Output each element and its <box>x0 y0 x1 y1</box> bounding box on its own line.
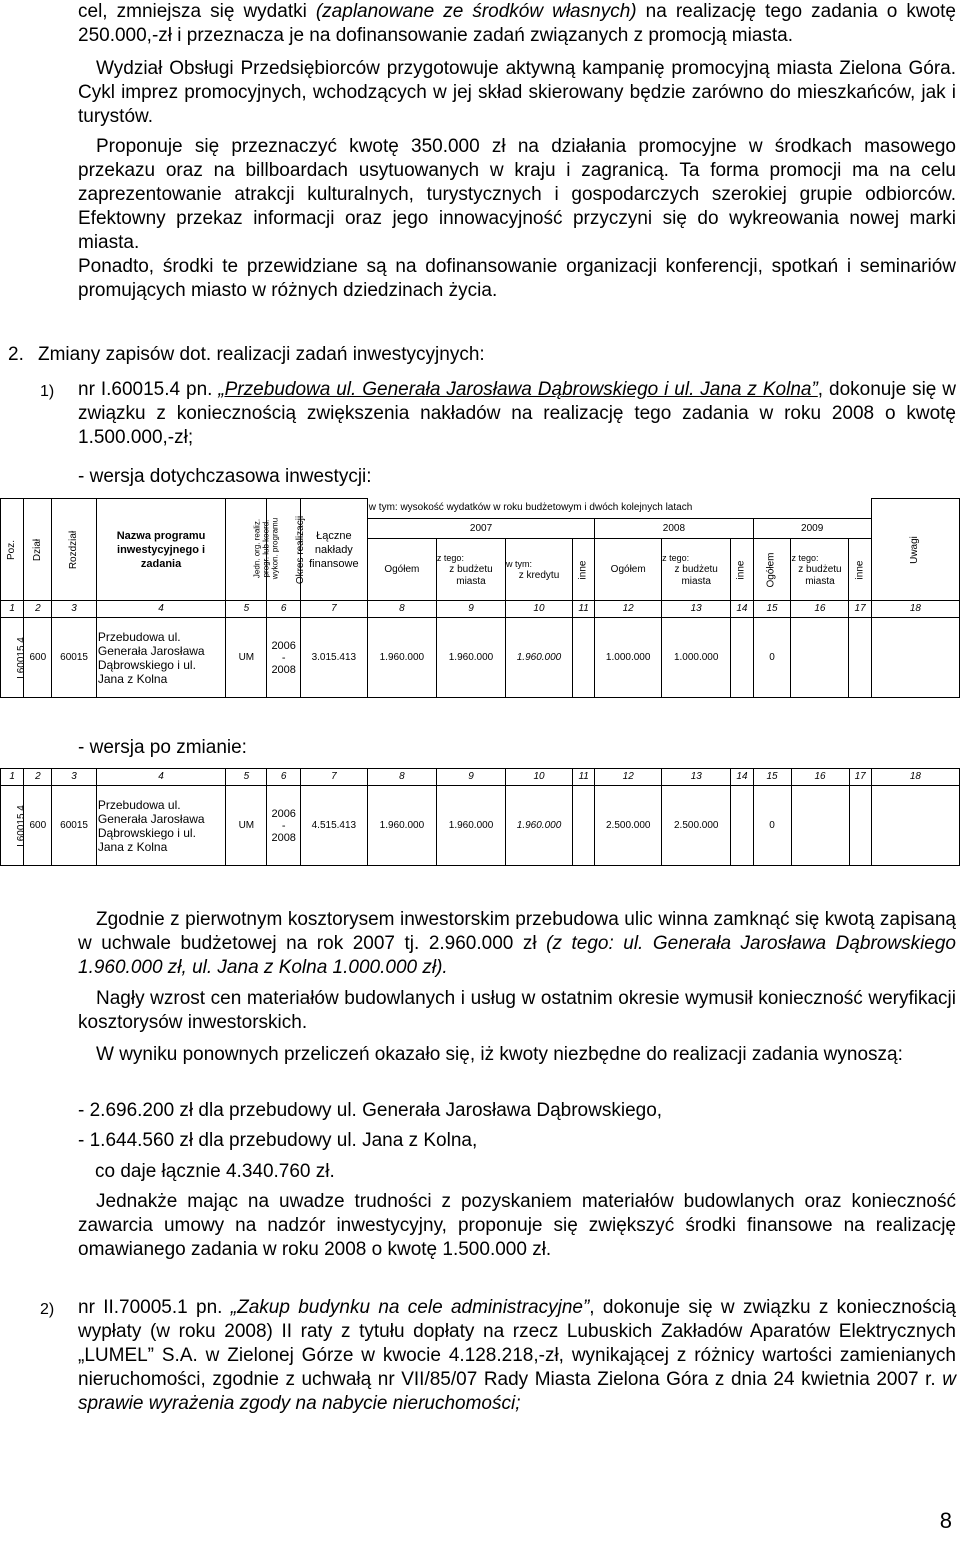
header-inne-2009: inne <box>849 539 871 601</box>
header-inne-2007: inne <box>572 539 594 601</box>
cell-uwagi <box>871 786 959 866</box>
table-row <box>1 618 960 698</box>
col-num: 4 <box>96 601 225 618</box>
section-number: 2. <box>8 344 24 365</box>
header-w-tym: w tym: wysokość wydatków w roku budżetowym i dwóch kolejnych latach <box>367 499 871 519</box>
cell-ogolem-2009: 0 <box>753 618 791 698</box>
cell-ogolem-2007: 1.960.000 <box>367 786 436 866</box>
cell-nazwa: Przebudowa ul. Generała Jarosława Dąbrowskiego i ul. Jana z Kolna <box>96 786 225 866</box>
item-number-1: 1) <box>40 383 55 400</box>
header-budzet-2008: z tego: z budżetu miasta <box>662 539 731 601</box>
header-rozdzial: Rozdział <box>52 499 97 601</box>
col-num: 16 <box>791 769 849 786</box>
header-okres: Okres realizacji <box>267 499 300 601</box>
col-num: 5 <box>226 769 267 786</box>
column-numbers-row <box>1 769 960 786</box>
investment-table-before <box>0 498 960 698</box>
cell-inne-2007 <box>572 786 594 866</box>
header-ogolem-2008: Ogółem <box>595 539 662 601</box>
cell-budzet-2008: 1.000.000 <box>662 618 731 698</box>
cell-inne-2008 <box>731 618 753 698</box>
cell-ogolem-2009: 0 <box>753 786 791 866</box>
cell-kredyt-2007: 1.960.000 <box>506 618 573 698</box>
col-num: 12 <box>595 601 662 618</box>
col-num: 11 <box>572 601 594 618</box>
header-inne-2008: inne <box>731 539 753 601</box>
cell-budzet-2007: 1.960.000 <box>436 618 505 698</box>
cell-ogolem-2008: 2.500.000 <box>595 786 662 866</box>
cell-poz: I.60015.4 <box>1 786 24 866</box>
header-nazwa: Nazwa programu inwestycyjnego i zadania <box>96 499 225 601</box>
paragraph-increase-proposal: Jednakże mając na uwadze trudności z pozyskaniem materiałów budowlanych oraz konieczność zawarcia umowy na nadzór inwestycyjny, proponuje się zwiększyć środki finansowe na realizację omawianego zadania w roku 2008 o kwotę 1.500.000 zł. <box>78 1191 956 1260</box>
cell-laczne: 3.015.413 <box>300 618 367 698</box>
cell-budzet-2007: 1.960.000 <box>436 786 505 866</box>
header-2007: 2007 <box>367 519 594 539</box>
cell-okres: 2006 - 2008 <box>267 618 300 698</box>
col-num: 17 <box>849 769 871 786</box>
col-num: 3 <box>52 601 97 618</box>
header-jedn: Jedn. org. realiz. progr. lub koord. wykon. programu <box>226 499 267 601</box>
col-num: 15 <box>753 601 791 618</box>
label-after-version: - wersja po zmianie: <box>78 737 247 758</box>
cell-nazwa: Przebudowa ul. Generała Jarosława Dąbrowskiego i ul. Jana z Kolna <box>96 618 225 698</box>
header-row-1 <box>1 499 960 519</box>
col-num: 1 <box>1 601 24 618</box>
cell-inne-2009 <box>849 786 871 866</box>
col-num: 13 <box>662 769 731 786</box>
page-number: 8 <box>939 1508 952 1533</box>
paragraph-original-estimate: Zgodnie z pierwotnym kosztorysem inwestorskim przebudowa ulic winna zamknąć się kwotą zapisaną w uchwale budżetowej na rok 2007 tj. 2.960.000 zł (z tego: ul. Generała Jarosława Dąbrowskiego 1.960.000 zł, ul. Jana z Kolna 1.000.000 zł). <box>78 909 957 978</box>
col-num: 17 <box>849 601 871 618</box>
col-num: 9 <box>436 601 505 618</box>
header-2008: 2008 <box>595 519 753 539</box>
col-num: 2 <box>24 601 52 618</box>
col-num: 18 <box>871 601 959 618</box>
col-num: 12 <box>595 769 662 786</box>
table-row <box>1 786 960 866</box>
header-poz: Poz. <box>1 499 24 601</box>
item-1-text: nr I.60015.4 pn. „Przebudowa ul. Generała Jarosława Dąbrowskiego i ul. Jana z Kolna”, dokonuje się w związku z koniecznością zwiększenia nakładów na realizację tego zadania w roku 2008 o kwotę 1.500.000,-zł; <box>78 379 957 448</box>
header-laczne: Łączne nakłady finansowe <box>300 499 367 601</box>
cell-kredyt-2007: 1.960.000 <box>506 786 573 866</box>
col-num: 2 <box>24 769 52 786</box>
col-num: 7 <box>300 601 367 618</box>
paragraph-intro: cel, zmniejsza się wydatki (zaplanowane ze środków własnych) na realizację tego zadania o kwotę 250.000,-zł i przeznacza je na dofinansowanie zadań związanych z promocją miasta. <box>78 1 956 46</box>
col-num: 10 <box>506 601 573 618</box>
paragraph-conferences: Ponadto, środki te przewidziane są na dofinansowanie organizacji konferencji, spotkań i seminariów promujących miasto w różnych dziedzinach życia. <box>78 256 956 301</box>
cell-ogolem-2007: 1.960.000 <box>367 618 436 698</box>
investment-table-after <box>0 768 960 866</box>
cell-rozdzial: 60015 <box>52 618 97 698</box>
cell-budzet-2009 <box>791 618 849 698</box>
cell-ogolem-2008: 1.000.000 <box>595 618 662 698</box>
cell-inne-2008 <box>731 786 753 866</box>
col-num: 6 <box>267 769 300 786</box>
col-num: 4 <box>96 769 225 786</box>
col-num: 8 <box>367 601 436 618</box>
col-num: 5 <box>226 601 267 618</box>
col-num: 14 <box>731 601 753 618</box>
cell-jedn: UM <box>226 786 267 866</box>
paragraph-recalculation: W wyniku ponownych przeliczeń okazało się, iż kwoty niezbędne do realizacji zadania wynoszą: <box>96 1044 903 1065</box>
amount-item-2: - 1.644.560 zł dla przebudowy ul. Jana z Kolna, <box>78 1130 478 1151</box>
col-num: 16 <box>791 601 849 618</box>
paragraph-price-increase: Nagły wzrost cen materiałów budowlanych i usług w ostatnim okresie wymusił konieczność weryfikacji kosztorysów inwestorskich. <box>78 988 956 1033</box>
cell-inne-2009 <box>849 618 871 698</box>
header-uwagi: Uwagi <box>871 499 959 601</box>
col-num: 8 <box>367 769 436 786</box>
col-num: 15 <box>753 769 791 786</box>
amount-item-1: - 2.696.200 zł dla przebudowy ul. Generała Jarosława Dąbrowskiego, <box>78 1100 663 1121</box>
col-num: 9 <box>436 769 505 786</box>
col-num: 10 <box>506 769 573 786</box>
cell-poz: I.60015.4 <box>1 618 24 698</box>
cell-rozdzial: 60015 <box>52 786 97 866</box>
cell-uwagi <box>871 618 959 698</box>
col-num: 11 <box>572 769 594 786</box>
paragraph-campaign: Wydział Obsługi Przedsiębiorców przygotowuje aktywną kampanię promocyjną miasta Zielona Góra. Cykl imprez promocyjnych, wchodzących w jej skład skierowany będzie zarówno do mieszkańców, jak i turystów. <box>78 58 956 127</box>
cell-dzial: 600 <box>24 618 52 698</box>
cell-inne-2007 <box>572 618 594 698</box>
amount-total: co daje łącznie 4.340.760 zł. <box>95 1161 335 1182</box>
item-number-2: 2) <box>40 1301 55 1318</box>
cell-okres: 2006 - 2008 <box>267 786 300 866</box>
cell-laczne: 4.515.413 <box>300 786 367 866</box>
header-ogolem-2007: Ogółem <box>367 539 436 601</box>
header-budzet-2007: z tego: z budżetu miasta <box>436 539 505 601</box>
header-ogolem-2009: Ogółem <box>753 539 791 601</box>
section-title: Zmiany zapisów dot. realizacji zadań inwestycyjnych: <box>38 344 485 365</box>
cell-dzial: 600 <box>24 786 52 866</box>
header-budzet-2009: z tego: z budżetu miasta <box>791 539 849 601</box>
label-before-version: - wersja dotychczasowa inwestycji: <box>78 466 372 487</box>
header-2009: 2009 <box>753 519 871 539</box>
cell-budzet-2009 <box>791 786 849 866</box>
col-num: 6 <box>267 601 300 618</box>
col-num: 14 <box>731 769 753 786</box>
col-num: 3 <box>52 769 97 786</box>
col-num: 18 <box>871 769 959 786</box>
column-numbers-row <box>1 601 960 618</box>
col-num: 13 <box>662 601 731 618</box>
cell-jedn: UM <box>226 618 267 698</box>
col-num: 7 <box>300 769 367 786</box>
header-dzial: Dział <box>24 499 52 601</box>
item-2-text: nr II.70005.1 pn. „Zakup budynku na cele administracyjne”, dokonuje się w związku z koniecznością wypłaty (w roku 2008) II raty z tytułu dopłaty na rzecz Lubuskich Zakładów Aparatów Elektrycznych „LUMEL” S.A. w Zielonej Górze w kwocie 4.128.218,-zł, wynikającej z różnicy wartości zamienianych nieruchomości, zgodnie z uchwałą nr VII/85/07 Rady Miasta Zielona Góra z dnia 24 kwietnia 2007 r. w sprawie wyrażenia zgody na nabycie nieruchomości; <box>78 1297 956 1414</box>
col-num: 1 <box>1 769 24 786</box>
header-kredyt-2007: w tym: z kredytu <box>506 539 573 601</box>
paragraph-proposal: Proponuje się przeznaczyć kwotę 350.000 zł na działania promocyjne w środkach masowego przekazu oraz na billboardach usytuowanych w kraju i zagranicą. Ta forma promocji ma na celu zaprezentowanie atrakcji kulturalnych, turystycznych i gospodarczych szerokiej grupie odbiorców. Efektowny przekaz informacji oraz jego innowacyjność przyczyni się do wykreowania nowej marki miasta. <box>78 136 956 253</box>
cell-budzet-2008: 2.500.000 <box>662 786 731 866</box>
